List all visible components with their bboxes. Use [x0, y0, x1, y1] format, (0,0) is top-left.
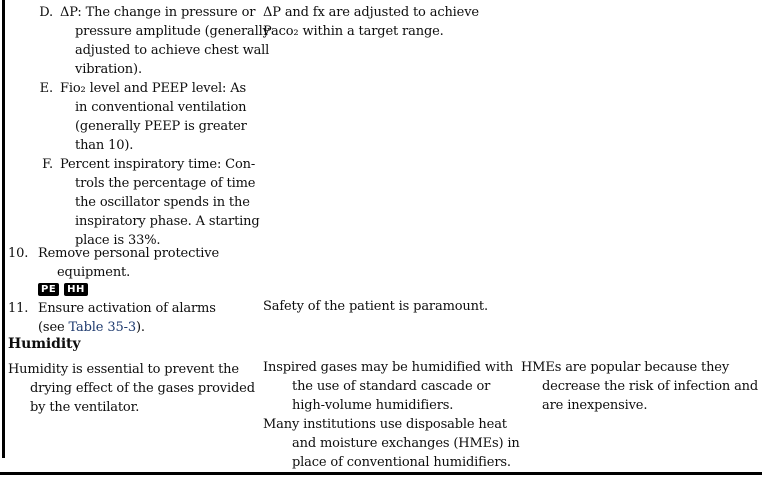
crossref-suffix: ).	[135, 320, 145, 335]
humidity-note-2-line: and moisture exchanges (HMEs) in	[292, 436, 520, 451]
list-item-E	[8, 79, 260, 155]
hh-badge-icon: HH	[64, 283, 88, 296]
hme-paragraph-line: decrease the risk of infection and	[542, 379, 759, 394]
bottom-border-rule	[0, 472, 762, 475]
item-marker-F: F.	[42, 157, 53, 172]
table-35-3-link[interactable]: Table 35-3	[68, 320, 136, 335]
delta-p-rationale-note	[263, 3, 518, 41]
humidity-rationale-notes	[263, 358, 518, 472]
list-item-F	[8, 155, 260, 250]
humidity-note-1-line: the use of standard cascade or	[292, 379, 491, 394]
item-D-line: adjusted to achieve chest wall	[75, 43, 270, 58]
lettered-list	[8, 3, 270, 250]
humidity-paragraph-line: by the ventilator.	[30, 400, 140, 415]
humidity-section-heading: Humidity	[8, 336, 81, 352]
item-11-line: Ensure activation of alarms	[38, 301, 216, 316]
item-F-line: place is 33%.	[75, 233, 161, 248]
procedure-column	[8, 0, 270, 481]
rationale-column	[263, 0, 518, 481]
humidity-note-2-line: Many institutions use disposable heat	[263, 417, 507, 432]
item-marker-D: D.	[39, 5, 53, 20]
list-item-10	[8, 244, 260, 299]
humidity-note-2-line: place of conventional humidifiers.	[292, 455, 511, 470]
item-E-line: Fio₂ level and PEEP level: As	[60, 81, 246, 96]
humidity-note-1-line: high-volume humidifiers.	[292, 398, 454, 413]
item-10-line: Remove personal protective	[38, 246, 220, 261]
left-border-rule	[2, 0, 5, 458]
item-D-line: vibration).	[75, 62, 142, 77]
safety-rationale-note: Safety of the patient is paramount.	[263, 299, 488, 314]
delta-p-note-line: Paco₂ within a target range.	[263, 24, 444, 39]
considerations-column	[521, 0, 762, 481]
item-marker-10: 10.	[8, 246, 29, 261]
item-F-line: Percent inspiratory time: Con-	[60, 157, 256, 172]
hme-paragraph-line: are inexpensive.	[542, 398, 648, 413]
item-E-line: in conventional ventilation	[75, 100, 247, 115]
item-11-crossref-line	[38, 318, 260, 337]
item-F-line: inspiratory phase. A starting	[75, 214, 260, 229]
numbered-list	[8, 244, 260, 337]
humidity-rationale-note-1	[263, 358, 518, 415]
list-item-D	[8, 3, 270, 79]
item-marker-E: E.	[39, 81, 53, 96]
item-D-line: pressure amplitude (generally	[75, 24, 270, 39]
hme-considerations-paragraph	[521, 358, 762, 415]
list-item-11	[8, 299, 260, 337]
humidity-rationale-note-2	[263, 415, 518, 472]
item-E-line: (generally PEEP is greater	[75, 119, 247, 134]
humidity-paragraph-line: drying effect of the gases provided	[30, 381, 255, 396]
item-E-line: than 10).	[75, 138, 134, 153]
item-10-line: equipment.	[57, 265, 131, 280]
pe-badge-icon: PE	[38, 283, 59, 296]
hme-paragraph-line: HMEs are popular because they	[521, 360, 730, 375]
item-D-line: ΔP: The change in pressure or	[60, 5, 256, 20]
humidity-paragraph	[8, 360, 260, 417]
crossref-prefix: (see	[38, 320, 69, 335]
humidity-note-1-line: Inspired gases may be humidified with	[263, 360, 514, 375]
item-marker-11: 11.	[8, 301, 29, 316]
item-F-line: trols the percentage of time	[75, 176, 256, 191]
ppe-badge-row	[38, 282, 260, 299]
delta-p-note-line: ΔP and fx are adjusted to achieve	[263, 5, 479, 20]
item-F-line: the oscillator spends in the	[75, 195, 250, 210]
humidity-paragraph-line: Humidity is essential to prevent the	[8, 362, 239, 377]
